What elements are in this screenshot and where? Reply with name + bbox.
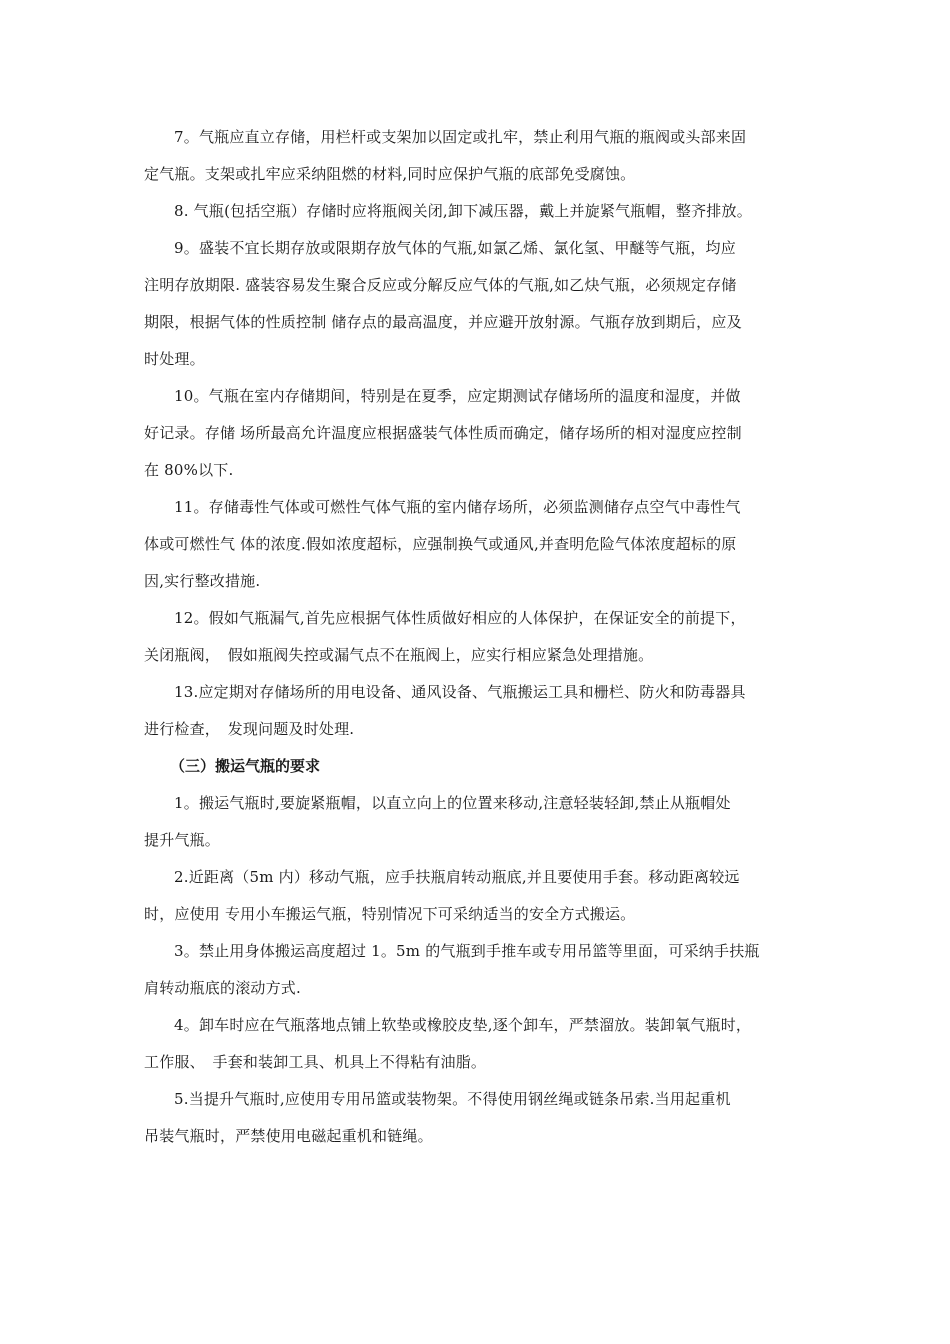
paragraph (144, 489, 812, 600)
paragraph-line: 8. 气瓶(包括空瓶）存储时应将瓶阀关闭,卸下减压器，戴上并旋紧气瓶帽，整齐排放。 (174, 202, 752, 220)
paragraph-line: 因,实行整改措施. (144, 572, 261, 590)
paragraph (144, 785, 812, 859)
paragraph (144, 1007, 812, 1081)
paragraph-line: 7。气瓶应直立存储，用栏杆或支架加以固定或扎牢，禁止利用气瓶的瓶阀或头部来固 (174, 128, 747, 146)
paragraph (144, 674, 812, 748)
paragraph-line: 5.当提升气瓶时,应使用专用吊篮或装物架。不得使用钢丝绳或链条吊索.当用起重机 (174, 1090, 731, 1108)
paragraph-line: 关闭瓶阀， 假如瓶阀失控或漏气点不在瓶阀上，应实行相应紧急处理措施。 (144, 646, 654, 664)
paragraph-line: 定气瓶。支架或扎牢应采纳阻燃的材料,同时应保护气瓶的底部免受腐蚀。 (144, 165, 636, 183)
document-body (144, 119, 812, 1155)
paragraph-line: 13.应定期对存储场所的用电设备、通风设备、气瓶搬运工具和栅栏、防火和防毒器具 (174, 683, 746, 701)
paragraph-line: 4。卸车时应在气瓶落地点铺上软垫或橡胶皮垫,逐个卸车，严禁溜放。装卸氧气瓶时， (174, 1016, 752, 1034)
paragraph-line: 10。气瓶在室内存储期间，特别是在夏季，应定期测试存储场所的温度和湿度，并做 (174, 387, 741, 405)
paragraph-line: 期限，根据气体的性质控制 储存点的最高温度，并应避开放射源。气瓶存放到期后，应及 (144, 313, 742, 331)
paragraph-line: 提升气瓶。 (144, 831, 221, 849)
paragraph (144, 378, 812, 489)
paragraph-line: 9。盛装不宜长期存放或限期存放气体的气瓶,如氯乙烯、氯化氢、甲醚等气瓶，均应 (174, 239, 736, 257)
paragraph-line: 在 80%以下. (144, 461, 234, 479)
paragraph-line: 吊装气瓶时，严禁使用电磁起重机和链绳。 (144, 1127, 433, 1145)
paragraph (144, 933, 812, 1007)
paragraph (144, 193, 812, 230)
paragraph (144, 119, 812, 193)
paragraph (144, 600, 812, 674)
paragraph-line: 12。假如气瓶漏气,首先应根据气体性质做好相应的人体保护，在保证安全的前提下， (174, 609, 746, 627)
paragraph-line: 时处理。 (144, 350, 205, 368)
paragraph (144, 1081, 812, 1155)
paragraph-line: 进行检查， 发现问题及时处理. (144, 720, 355, 738)
paragraph-line: 注明存放期限. 盛装容易发生聚合反应或分解反应气体的气瓶,如乙炔气瓶，必须规定存储 (144, 276, 737, 294)
paragraph-line: 肩转动瓶底的滚动方式. (144, 979, 301, 997)
paragraph (144, 859, 812, 933)
paragraph-line: 时，应使用 专用小车搬运气瓶，特别情况下可采纳适当的安全方式搬运。 (144, 905, 636, 923)
paragraph-line: 2.近距离（5m 内）移动气瓶，应手扶瓶肩转动瓶底,并且要使用手套。移动距离较远 (174, 868, 740, 886)
paragraph-line: 3。禁止用身体搬运高度超过 1。5m 的气瓶到手推车或专用吊篮等里面，可采纳手扶瓶 (174, 942, 760, 960)
paragraph-line: 1。搬运气瓶时,要旋紧瓶帽，以直立向上的位置来移动,注意轻装轻卸,禁止从瓶帽处 (174, 794, 731, 812)
paragraph (144, 230, 812, 378)
section-heading: （三）搬运气瓶的要求 (170, 757, 321, 775)
paragraph-line: 工作服、 手套和装卸工具、机具上不得粘有油脂。 (144, 1053, 487, 1071)
paragraph-line: 好记录。存储 场所最高允许温度应根据盛装气体性质而确定，储存场所的相对湿度应控制 (144, 424, 742, 442)
paragraph-line: 体或可燃性气 体的浓度.假如浓度超标，应强制换气或通风,并查明危险气体浓度超标的原 (144, 535, 737, 553)
paragraph-line: 11。存储毒性气体或可燃性气体气瓶的室内储存场所，必须监测储存点空气中毒性气 (174, 498, 741, 516)
